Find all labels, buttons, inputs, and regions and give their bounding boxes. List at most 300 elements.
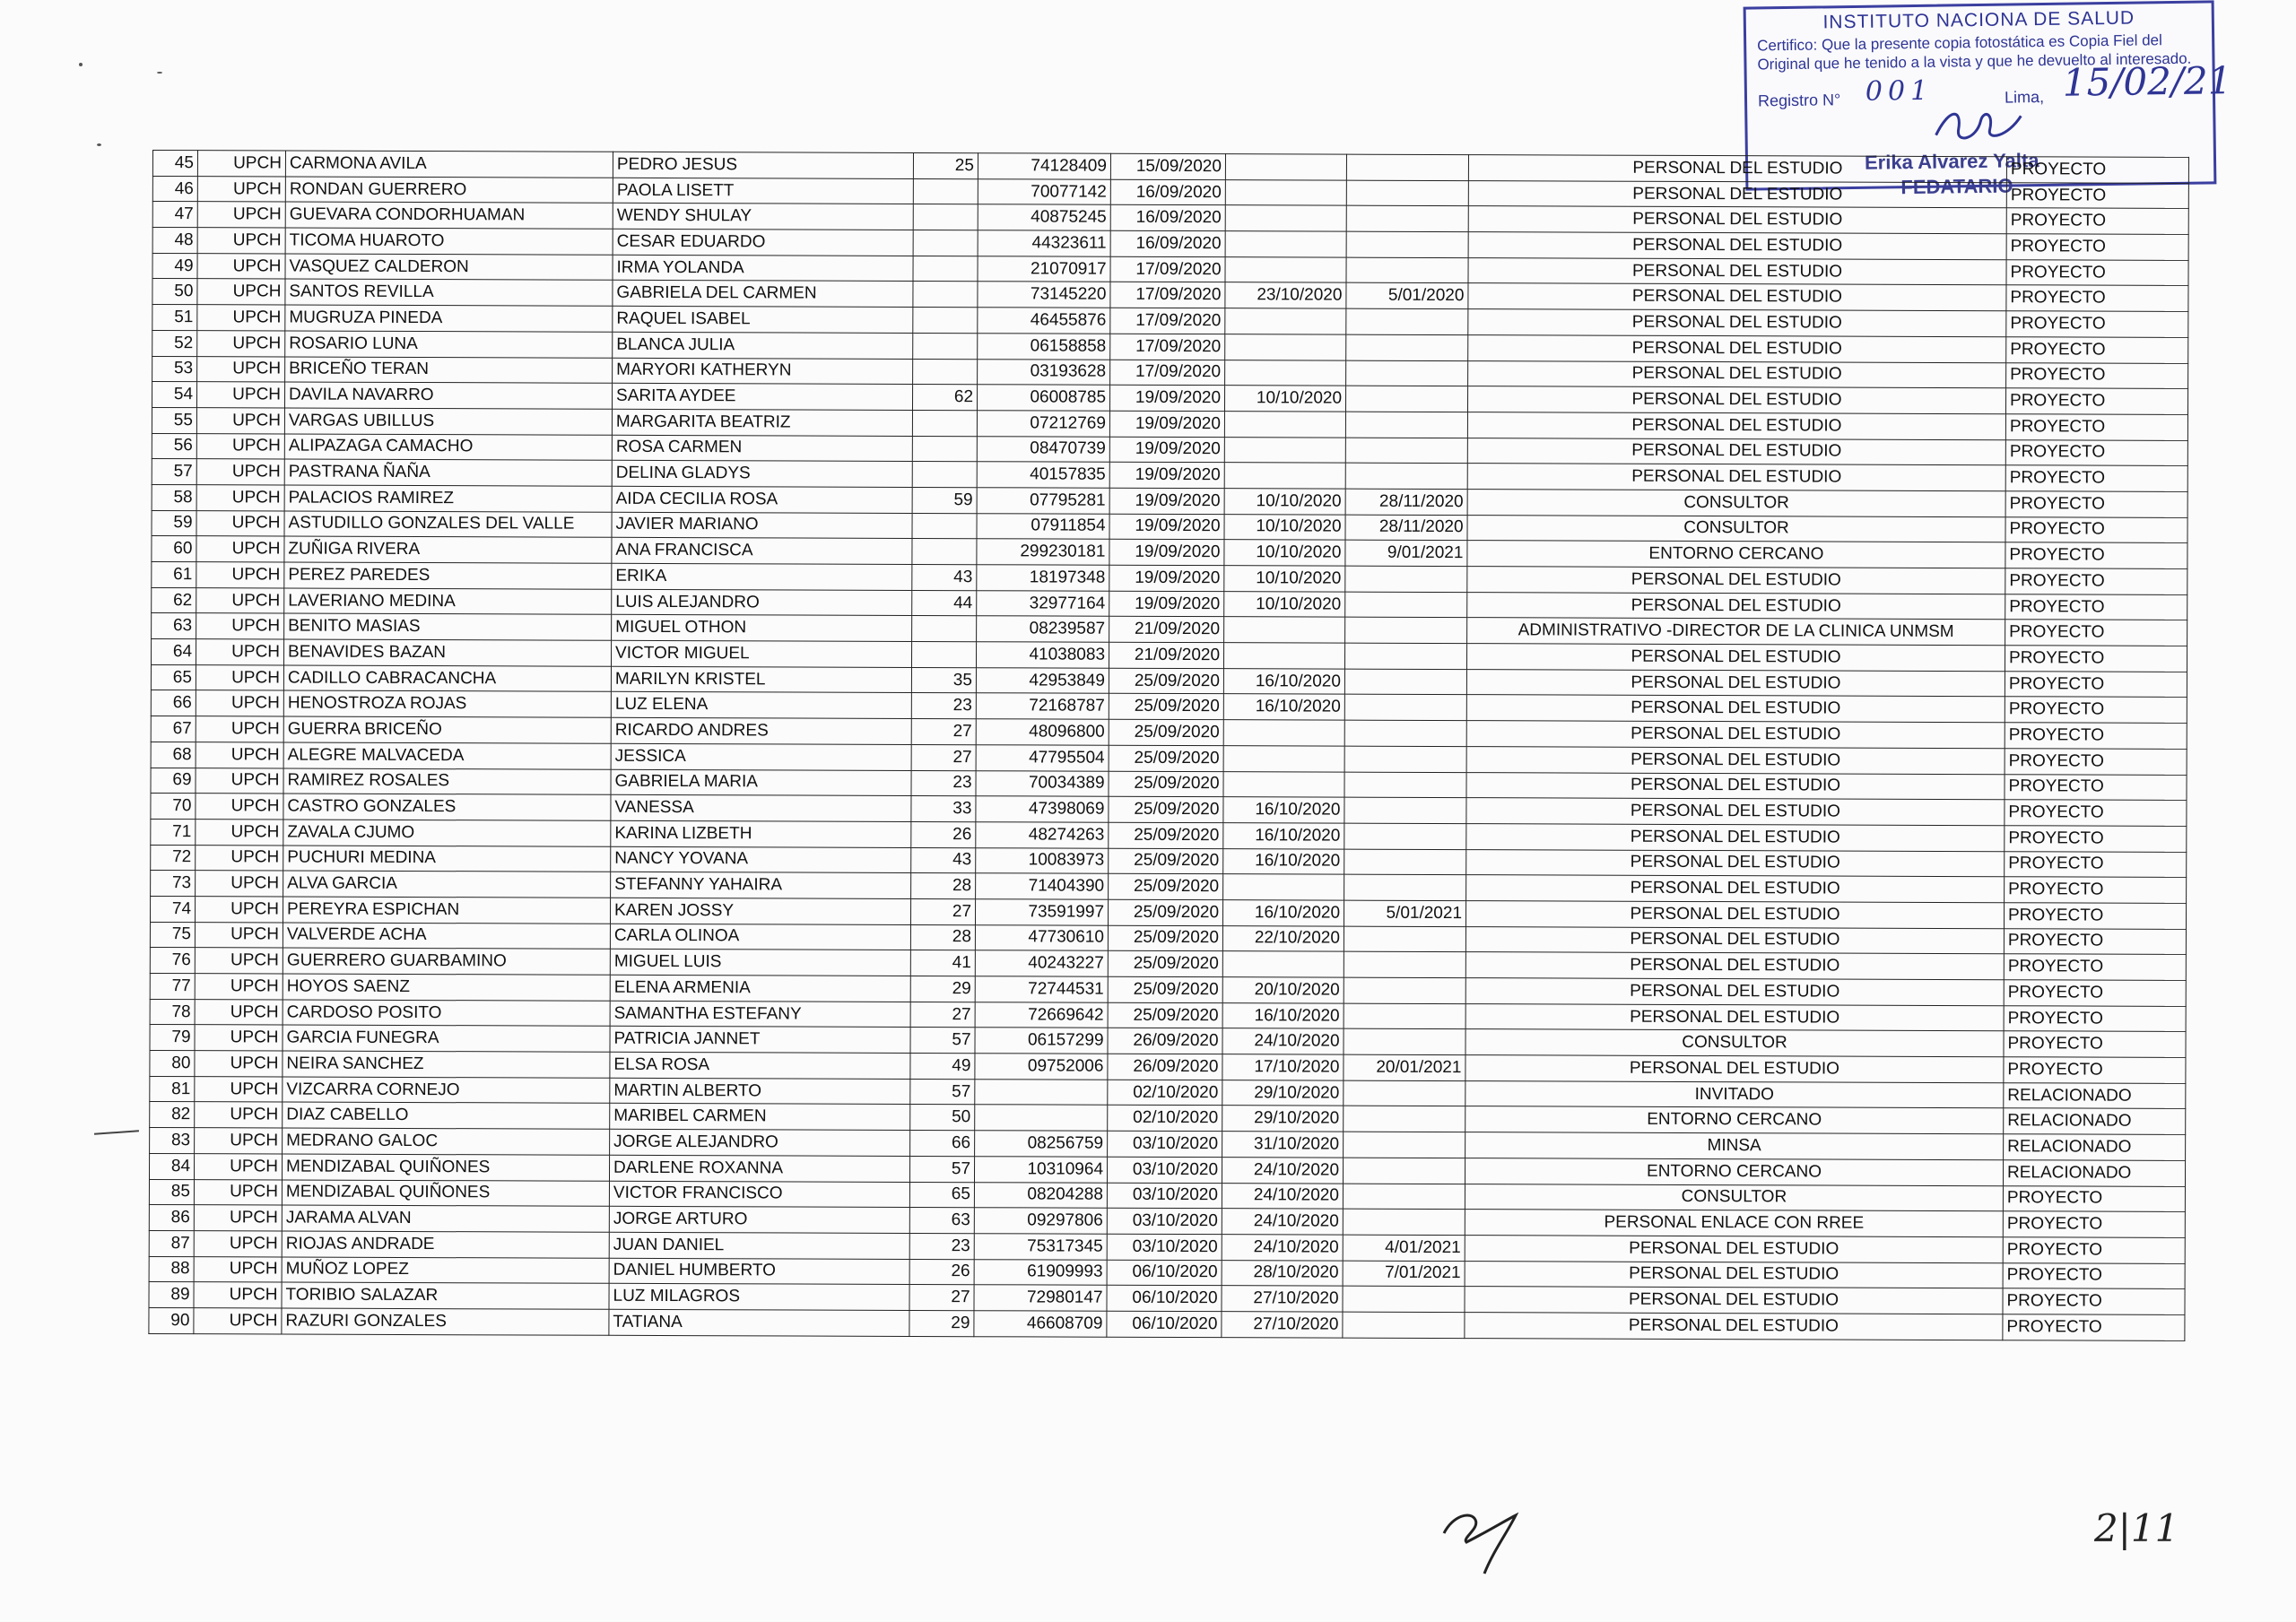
role-cell: PERSONAL DEL ESTUDIO: [1465, 1003, 2004, 1031]
institution-cell: UPCH: [196, 690, 283, 716]
institution-cell: UPCH: [197, 356, 285, 382]
document-number-cell: 06158858: [978, 334, 1110, 360]
institution-cell: UPCH: [195, 1051, 283, 1077]
row-number-cell: 45: [152, 151, 197, 177]
age-cell: 59: [912, 487, 977, 513]
date-3-cell: [1344, 823, 1466, 849]
date-3-cell: 28/11/2020: [1345, 515, 1467, 541]
surname-cell: MUÑOZ LOPEZ: [282, 1257, 609, 1284]
date-2-cell: 16/10/2020: [1223, 694, 1344, 720]
surname-cell: ALVA GARCIA: [283, 871, 611, 898]
type-cell: PROYECTO: [2005, 491, 2187, 517]
type-cell: RELACIONADO: [2003, 1160, 2185, 1186]
date-3-cell: [1344, 1003, 1465, 1029]
date-3-cell: [1344, 1132, 1465, 1158]
age-cell: 26: [909, 1259, 974, 1285]
role-cell: PERSONAL DEL ESTUDIO: [1466, 695, 2005, 723]
row-number-cell: 78: [150, 999, 195, 1025]
date-1-cell: 19/09/2020: [1109, 565, 1224, 591]
stamp-signature-icon: [1931, 102, 2031, 149]
role-cell: PERSONAL DEL ESTUDIO: [1466, 772, 2005, 800]
age-cell: [913, 204, 978, 230]
row-number-cell: 68: [151, 742, 196, 768]
age-cell: 29: [909, 1310, 974, 1336]
surname-cell: DIAZ CABELLO: [283, 1102, 610, 1129]
row-number-cell: 72: [151, 845, 196, 871]
document-number-cell: 32977164: [977, 590, 1109, 616]
date-1-cell: 17/09/2020: [1110, 334, 1225, 360]
date-2-cell: 23/10/2020: [1225, 282, 1346, 308]
date-2-cell: 16/10/2020: [1223, 848, 1344, 874]
stamp-lima-label: Lima,: [2004, 88, 2045, 107]
role-cell: ENTORNO CERCANO: [1465, 1158, 2003, 1185]
document-number-cell: 08239587: [977, 616, 1109, 642]
row-number-cell: 61: [152, 561, 196, 587]
document-number-cell: [975, 1105, 1108, 1131]
role-cell: PERSONAL DEL ESTUDIO: [1468, 206, 2006, 234]
surname-cell: BENITO MASIAS: [284, 613, 612, 640]
age-cell: 66: [910, 1131, 975, 1157]
age-cell: 57: [910, 1028, 975, 1054]
given-names-cell: LUIS ALEJANDRO: [612, 589, 912, 616]
document-number-cell: 72669642: [975, 1002, 1108, 1028]
date-2-cell: 24/10/2020: [1222, 1209, 1343, 1235]
row-number-cell: 75: [150, 922, 195, 948]
date-3-cell: 4/01/2021: [1343, 1235, 1465, 1261]
stamp-official-role: FEDATARIO: [1900, 174, 2013, 199]
role-cell: INVITADO: [1465, 1080, 2004, 1108]
type-cell: PROYECTO: [2004, 1057, 2186, 1083]
surname-cell: HOYOS SAENZ: [283, 974, 610, 1001]
type-cell: PROYECTO: [2005, 542, 2187, 568]
institution-cell: UPCH: [194, 1282, 282, 1308]
document-number-cell: 09752006: [975, 1054, 1108, 1080]
surname-cell: MENDIZABAL QUIÑONES: [282, 1180, 609, 1207]
type-cell: PROYECTO: [2003, 1288, 2185, 1314]
surname-cell: VIZCARRA CORNEJO: [283, 1077, 610, 1104]
role-cell: PERSONAL DEL ESTUDIO: [1468, 334, 2006, 362]
stamp-registry-number: 001: [1865, 74, 1934, 108]
date-3-cell: [1344, 797, 1466, 823]
institution-cell: UPCH: [197, 253, 285, 279]
institution-cell: UPCH: [197, 176, 285, 202]
role-cell: ENTORNO CERCANO: [1465, 1106, 2004, 1134]
surname-cell: ZUÑIGA RIVERA: [284, 536, 612, 563]
row-number-cell: 69: [151, 768, 196, 794]
surname-cell: RAMIREZ ROSALES: [283, 768, 611, 795]
type-cell: RELACIONADO: [2004, 1108, 2186, 1134]
date-3-cell: [1343, 1209, 1465, 1235]
type-cell: PROYECTO: [2005, 800, 2187, 826]
given-names-cell: SAMANTHA ESTEFANY: [610, 1001, 910, 1028]
date-3-cell: [1344, 746, 1466, 772]
type-cell: PROYECTO: [2004, 903, 2186, 929]
role-cell: CONSULTOR: [1467, 490, 2005, 517]
date-3-cell: 5/01/2020: [1346, 283, 1468, 309]
institution-cell: UPCH: [197, 279, 285, 305]
date-1-cell: 06/10/2020: [1107, 1285, 1222, 1311]
date-2-cell: [1224, 437, 1345, 463]
date-1-cell: 26/09/2020: [1108, 1054, 1222, 1080]
row-number-cell: 64: [151, 639, 196, 665]
role-cell: PERSONAL DEL ESTUDIO: [1465, 901, 2004, 929]
date-2-cell: 22/10/2020: [1222, 925, 1344, 951]
surname-cell: LAVERIANO MEDINA: [284, 588, 612, 615]
surname-cell: GUERRERO GUARBAMINO: [283, 948, 610, 975]
role-cell: PERSONAL DEL ESTUDIO: [1466, 849, 2005, 877]
type-cell: PROYECTO: [2006, 311, 2188, 337]
role-cell: PERSONAL DEL ESTUDIO: [1468, 180, 2006, 208]
role-cell: PERSONAL DEL ESTUDIO: [1466, 823, 2005, 851]
institution-cell: UPCH: [196, 433, 284, 459]
document-number-cell: 03193628: [978, 359, 1110, 385]
type-cell: PROYECTO: [2006, 182, 2188, 208]
given-names-cell: PEDRO JESUS: [613, 152, 913, 178]
row-number-cell: 49: [152, 253, 197, 279]
institution-cell: UPCH: [196, 768, 283, 794]
date-2-cell: [1225, 334, 1346, 360]
document-number-cell: 48096800: [976, 719, 1109, 745]
scan-speck: [157, 72, 162, 74]
given-names-cell: DANIEL HUMBERTO: [609, 1258, 909, 1285]
date-1-cell: 17/09/2020: [1110, 282, 1225, 308]
surname-cell: CASTRO GONZALES: [283, 794, 611, 820]
role-cell: PERSONAL DEL ESTUDIO: [1467, 464, 2005, 491]
type-cell: RELACIONADO: [2004, 1134, 2186, 1160]
date-1-cell: 17/09/2020: [1110, 308, 1225, 334]
date-3-cell: [1345, 463, 1467, 489]
date-1-cell: 17/09/2020: [1110, 256, 1225, 282]
type-cell: PROYECTO: [2003, 1237, 2185, 1263]
given-names-cell: LUZ MILAGROS: [609, 1284, 909, 1311]
role-cell: PERSONAL DEL ESTUDIO: [1468, 283, 2006, 311]
date-1-cell: 19/09/2020: [1109, 488, 1224, 514]
date-1-cell: 19/09/2020: [1109, 591, 1224, 617]
date-1-cell: 03/10/2020: [1107, 1157, 1222, 1183]
age-cell: [913, 333, 978, 359]
row-number-cell: 55: [152, 407, 196, 433]
records-table-body: [149, 151, 2189, 1341]
document-number-cell: 70034389: [976, 770, 1109, 796]
row-number-cell: 56: [152, 433, 196, 459]
document-number-cell: 61909993: [974, 1259, 1107, 1285]
institution-cell: UPCH: [194, 1308, 282, 1334]
given-names-cell: ANA FRANCISCA: [612, 538, 912, 565]
age-cell: 41: [910, 950, 975, 976]
age-cell: 27: [910, 898, 975, 924]
date-2-cell: 10/10/2020: [1224, 514, 1345, 540]
role-cell: PERSONAL DEL ESTUDIO: [1465, 926, 2004, 954]
row-number-cell: 71: [151, 819, 196, 845]
surname-cell: TORIBIO SALAZAR: [282, 1282, 609, 1309]
institution-cell: UPCH: [196, 562, 284, 588]
role-cell: CONSULTOR: [1465, 1184, 2003, 1211]
institution-cell: UPCH: [196, 639, 283, 665]
institution-cell: UPCH: [196, 845, 283, 871]
date-1-cell: 16/09/2020: [1110, 230, 1225, 256]
date-1-cell: 25/09/2020: [1109, 873, 1223, 899]
row-number-cell: 87: [149, 1230, 194, 1256]
institution-cell: UPCH: [195, 1128, 283, 1154]
given-names-cell: DELINA GLADYS: [612, 461, 912, 488]
surname-cell: PUCHURI MEDINA: [283, 846, 611, 872]
given-names-cell: JAVIER MARIANO: [612, 512, 912, 539]
age-cell: 49: [910, 1054, 975, 1080]
type-cell: RELACIONADO: [2004, 1082, 2186, 1108]
type-cell: PROYECTO: [2006, 157, 2188, 183]
surname-cell: CARDOSO POSITO: [283, 1000, 610, 1027]
date-3-cell: [1345, 618, 1467, 644]
role-cell: PERSONAL DEL ESTUDIO: [1466, 644, 2005, 672]
institution-cell: UPCH: [196, 742, 283, 768]
role-cell: PERSONAL DEL ESTUDIO: [1468, 257, 2006, 285]
document-number-cell: 299230181: [977, 539, 1109, 565]
date-2-cell: [1225, 205, 1346, 231]
date-2-cell: 24/10/2020: [1222, 1157, 1343, 1183]
given-names-cell: ELENA ARMENIA: [610, 975, 910, 1002]
institution-cell: UPCH: [196, 536, 284, 562]
stamp-certification-text: Certifico: Que la presente copia fotostática es Copia Fiel del Original que he tenido a la vista y que he devuelto al interesado.: [1757, 31, 2192, 74]
date-1-cell: 25/09/2020: [1108, 925, 1222, 951]
institution-cell: UPCH: [194, 1205, 282, 1231]
document-number-cell: 18197348: [977, 565, 1109, 591]
age-cell: [913, 178, 978, 204]
date-3-cell: 7/01/2021: [1343, 1261, 1465, 1287]
document-number-cell: 10310964: [974, 1157, 1107, 1183]
date-1-cell: 06/10/2020: [1107, 1260, 1222, 1286]
given-names-cell: ELSA ROSA: [610, 1052, 910, 1079]
age-cell: [913, 359, 978, 385]
age-cell: [913, 282, 978, 308]
institution-cell: UPCH: [196, 664, 283, 690]
date-2-cell: [1223, 745, 1344, 771]
row-number-cell: 54: [152, 382, 196, 408]
date-2-cell: 24/10/2020: [1222, 1183, 1343, 1209]
role-cell: PERSONAL DEL ESTUDIO: [1467, 567, 2005, 594]
surname-cell: JARAMA ALVAN: [282, 1205, 609, 1232]
type-cell: PROYECTO: [2004, 928, 2186, 954]
document-number-cell: 07911854: [977, 513, 1109, 539]
institution-cell: UPCH: [194, 1179, 282, 1205]
age-cell: 27: [909, 1285, 974, 1311]
given-names-cell: ERIKA: [612, 563, 912, 590]
row-number-cell: 84: [149, 1153, 194, 1179]
date-3-cell: [1344, 772, 1466, 798]
institution-cell: UPCH: [195, 922, 283, 948]
date-2-cell: 16/10/2020: [1223, 668, 1344, 694]
date-3-cell: [1346, 231, 1468, 257]
date-1-cell: 03/10/2020: [1107, 1234, 1222, 1260]
row-number-cell: 47: [152, 202, 197, 228]
role-cell: PERSONAL DEL ESTUDIO: [1466, 669, 2005, 697]
date-1-cell: 19/09/2020: [1109, 514, 1224, 540]
role-cell: PERSONAL DEL ESTUDIO: [1466, 746, 2005, 774]
row-number-cell: 85: [149, 1179, 194, 1205]
age-cell: [912, 616, 977, 642]
type-cell: PROYECTO: [2006, 208, 2188, 234]
date-2-cell: 27/10/2020: [1222, 1312, 1343, 1338]
row-number-cell: 82: [150, 1102, 195, 1128]
surname-cell: HENOSTROZA ROJAS: [283, 690, 611, 717]
row-number-cell: 67: [151, 716, 196, 742]
type-cell: PROYECTO: [2004, 1005, 2186, 1031]
surname-cell: GARCIA FUNEGRA: [283, 1025, 610, 1052]
document-number-cell: 07212769: [977, 411, 1109, 437]
surname-cell: CADILLO CABRACANCHA: [283, 665, 611, 692]
role-cell: CONSULTOR: [1465, 1029, 2004, 1057]
date-2-cell: [1224, 412, 1345, 438]
date-2-cell: 16/10/2020: [1222, 1002, 1344, 1028]
institution-cell: UPCH: [195, 948, 283, 974]
given-names-cell: MIGUEL LUIS: [610, 950, 910, 976]
date-1-cell: 03/10/2020: [1108, 1131, 1222, 1157]
row-number-cell: 74: [150, 896, 195, 922]
given-names-cell: WENDY SHULAY: [613, 204, 913, 230]
document-number-cell: [975, 1079, 1108, 1105]
date-2-cell: [1223, 771, 1344, 797]
age-cell: [913, 308, 978, 334]
age-cell: 23: [911, 693, 976, 719]
type-cell: PROYECTO: [2005, 414, 2187, 440]
date-3-cell: [1344, 695, 1466, 721]
type-cell: PROYECTO: [2005, 749, 2187, 775]
type-cell: PROYECTO: [2004, 980, 2186, 1006]
row-number-cell: 73: [151, 871, 196, 897]
type-cell: PROYECTO: [2006, 285, 2188, 311]
date-3-cell: [1345, 592, 1467, 618]
date-2-cell: 20/10/2020: [1222, 977, 1344, 1003]
institution-cell: UPCH: [195, 974, 283, 1000]
scan-speck: [97, 143, 101, 146]
institution-cell: UPCH: [197, 228, 285, 254]
date-3-cell: [1346, 308, 1468, 334]
date-2-cell: [1222, 951, 1344, 977]
surname-cell: PEREYRA ESPICHAN: [283, 897, 610, 924]
age-cell: 29: [910, 976, 975, 1002]
date-3-cell: [1345, 438, 1467, 464]
age-cell: 25: [913, 152, 978, 178]
institution-cell: UPCH: [196, 613, 284, 639]
date-3-cell: 9/01/2021: [1345, 540, 1467, 566]
document-number-cell: 08256759: [975, 1131, 1108, 1157]
document-number-cell: 73591997: [975, 899, 1108, 925]
age-cell: 62: [912, 385, 977, 411]
age-cell: [912, 436, 977, 462]
type-cell: PROYECTO: [2005, 388, 2187, 414]
surname-cell: RAZURI GONZALES: [282, 1308, 609, 1335]
date-1-cell: 15/09/2020: [1110, 153, 1225, 179]
role-cell: PERSONAL DEL ESTUDIO: [1466, 721, 2005, 749]
surname-cell: NEIRA SANCHEZ: [283, 1051, 610, 1078]
date-3-cell: [1344, 643, 1466, 669]
surname-cell: RIOJAS ANDRADE: [282, 1231, 609, 1258]
row-number-cell: 50: [152, 279, 197, 305]
date-3-cell: 5/01/2021: [1344, 900, 1465, 926]
date-3-cell: [1344, 1106, 1465, 1132]
date-1-cell: 25/09/2020: [1109, 745, 1223, 771]
type-cell: PROYECTO: [2005, 594, 2187, 620]
type-cell: PROYECTO: [2005, 851, 2187, 877]
type-cell: PROYECTO: [2006, 362, 2188, 388]
date-3-cell: [1343, 1184, 1465, 1210]
age-cell: [912, 513, 977, 539]
date-1-cell: 19/09/2020: [1109, 437, 1224, 463]
surname-cell: ROSARIO LUNA: [285, 331, 613, 358]
role-cell: ENTORNO CERCANO: [1467, 541, 2005, 568]
date-1-cell: 26/09/2020: [1108, 1028, 1222, 1054]
role-cell: PERSONAL DEL ESTUDIO: [1467, 438, 2005, 465]
given-names-cell: MARILYN KRISTEL: [611, 666, 911, 693]
age-cell: 57: [910, 1079, 975, 1105]
date-2-cell: [1224, 463, 1345, 489]
age-cell: [912, 410, 977, 436]
date-1-cell: 25/09/2020: [1108, 899, 1222, 925]
date-1-cell: 25/09/2020: [1109, 822, 1223, 848]
date-1-cell: 06/10/2020: [1107, 1311, 1222, 1337]
document-number-cell: 40157835: [977, 462, 1109, 488]
date-1-cell: 19/09/2020: [1109, 385, 1224, 411]
institution-cell: UPCH: [195, 1025, 283, 1051]
row-number-cell: 66: [151, 690, 196, 716]
date-3-cell: [1343, 1286, 1465, 1312]
institution-cell: UPCH: [196, 587, 284, 613]
surname-cell: ASTUDILLO GONZALES DEL VALLE: [284, 511, 612, 538]
given-names-cell: GABRIELA MARIA: [611, 769, 911, 796]
date-1-cell: 25/09/2020: [1109, 719, 1223, 745]
given-names-cell: PAOLA LISETT: [613, 178, 913, 204]
date-2-cell: [1225, 231, 1346, 257]
given-names-cell: GABRIELA DEL CARMEN: [613, 281, 913, 308]
date-1-cell: 03/10/2020: [1107, 1208, 1222, 1234]
age-cell: 57: [909, 1156, 974, 1182]
institution-cell: UPCH: [196, 408, 284, 434]
institution-cell: UPCH: [195, 999, 283, 1025]
role-cell: PERSONAL DEL ESTUDIO: [1468, 360, 2006, 388]
given-names-cell: KARINA LIZBETH: [611, 820, 911, 847]
date-2-cell: 24/10/2020: [1222, 1028, 1344, 1054]
age-cell: 33: [911, 796, 976, 822]
type-cell: PROYECTO: [2005, 774, 2187, 800]
row-number-cell: 76: [150, 948, 195, 974]
given-names-cell: TATIANA: [609, 1309, 909, 1336]
type-cell: PROYECTO: [2004, 954, 2186, 980]
age-cell: 27: [910, 1002, 975, 1028]
surname-cell: BRICEÑO TERAN: [285, 357, 613, 384]
document-number-cell: 10083973: [976, 847, 1109, 873]
date-3-cell: [1344, 1029, 1465, 1055]
institution-cell: UPCH: [196, 794, 283, 820]
document-number-cell: 42953849: [976, 667, 1109, 693]
given-names-cell: NANCY YOVANA: [611, 846, 911, 873]
type-cell: PROYECTO: [2006, 234, 2188, 260]
age-cell: 28: [910, 924, 975, 950]
age-cell: [913, 230, 978, 256]
surname-cell: MENDIZABAL QUIÑONES: [282, 1154, 609, 1181]
type-cell: PROYECTO: [2005, 516, 2187, 542]
date-1-cell: 21/09/2020: [1109, 642, 1223, 668]
document-number-cell: 72744531: [975, 976, 1108, 1002]
age-cell: [913, 256, 978, 282]
row-number-cell: 58: [152, 484, 196, 510]
age-cell: 43: [911, 847, 976, 873]
date-1-cell: 02/10/2020: [1108, 1106, 1222, 1132]
date-3-cell: [1344, 1080, 1465, 1106]
row-number-cell: 53: [152, 356, 197, 382]
institution-cell: UPCH: [197, 202, 285, 228]
role-cell: PERSONAL DEL ESTUDIO: [1467, 386, 2005, 414]
date-2-cell: 10/10/2020: [1224, 489, 1345, 515]
document-number-cell: 21070917: [978, 256, 1110, 282]
